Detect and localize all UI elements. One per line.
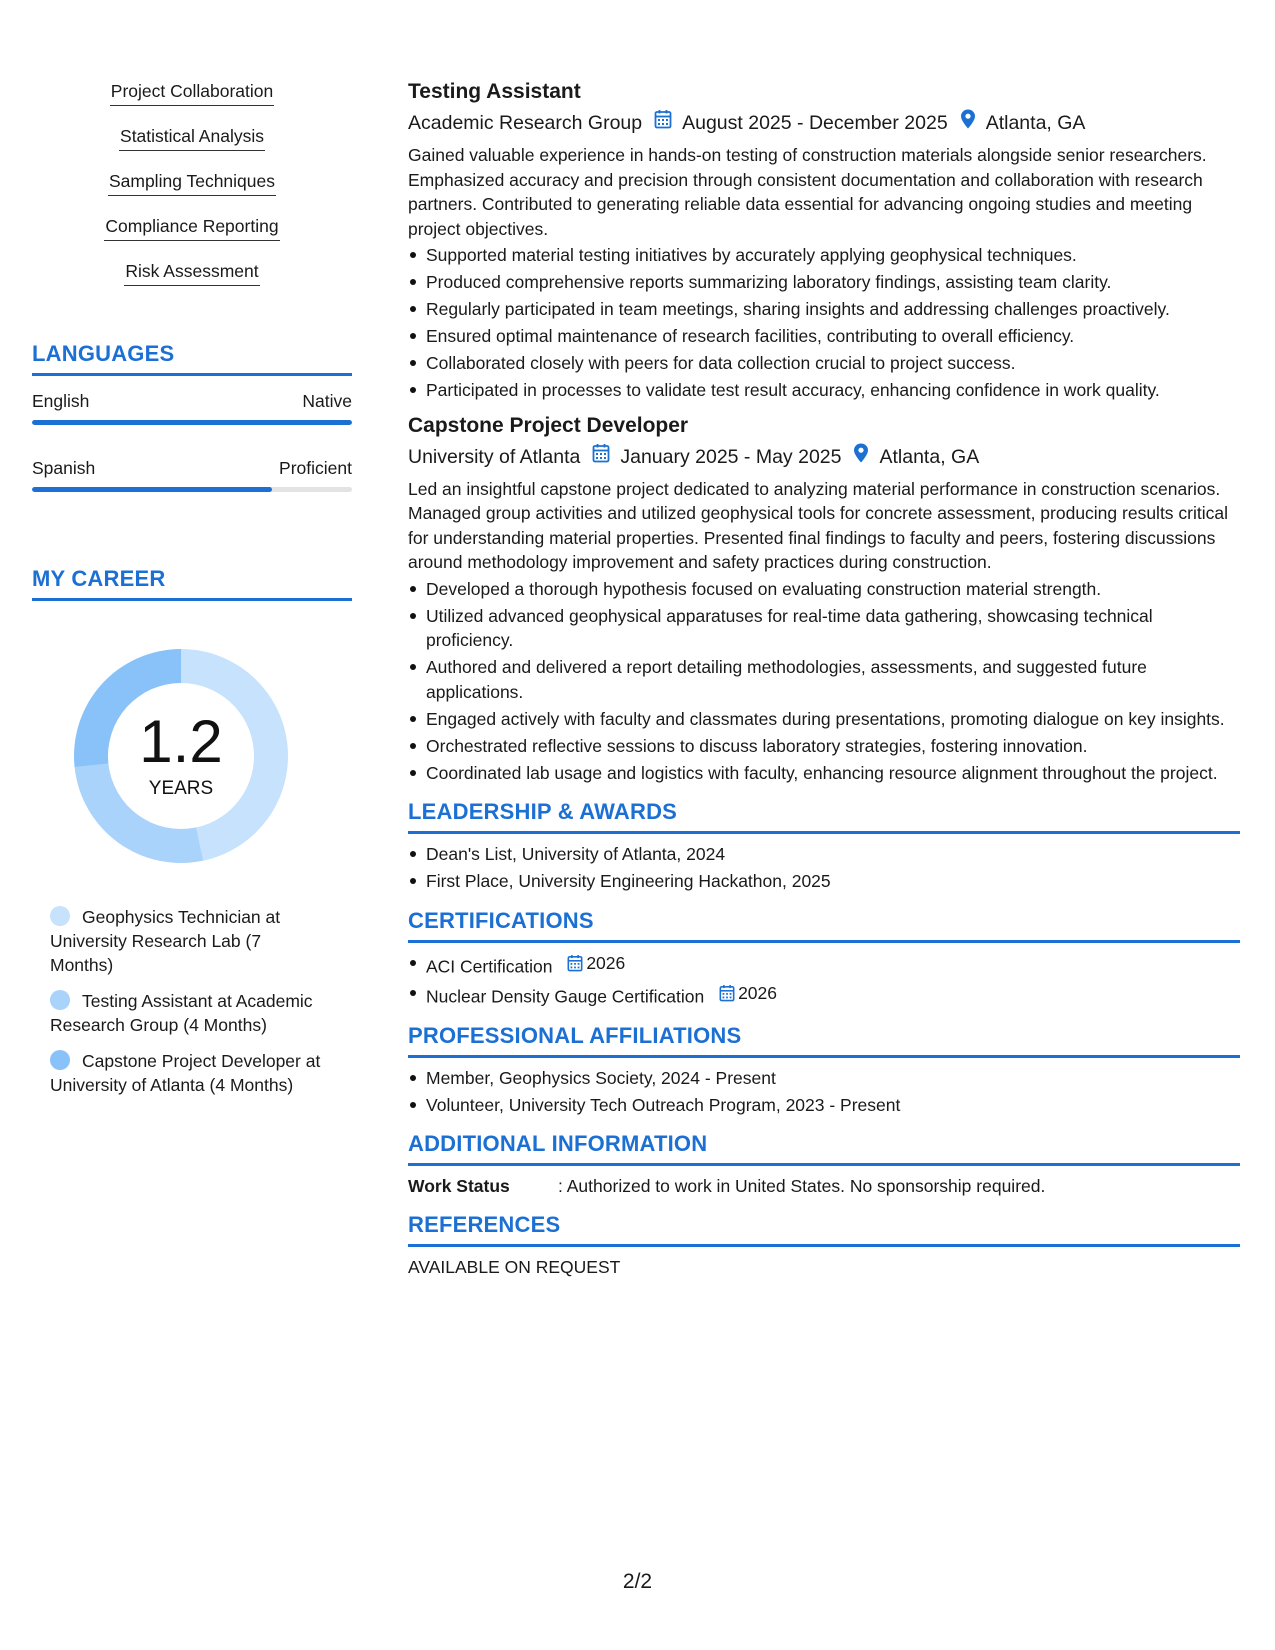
location-pin-icon [960, 109, 976, 137]
legend-dot [50, 906, 70, 926]
certifications-list [408, 951, 1240, 1009]
work-status-row [408, 1174, 1240, 1198]
list-item: Ensured optimal maintenance of research facilities, contributing to overall efficiency. [408, 324, 1240, 349]
calendar-icon [567, 954, 583, 972]
cert-name: Nuclear Density Gauge Certification [426, 986, 705, 1006]
skill-item: Risk Assessment [124, 260, 259, 286]
cert-year: 2026 [738, 982, 777, 1003]
legend-dot [50, 1050, 70, 1070]
references-text: AVAILABLE ON REQUEST [408, 1257, 621, 1277]
job-dates: January 2025 - May 2025 [620, 445, 842, 468]
career-section [32, 566, 352, 1097]
career-legend-item [50, 989, 322, 1037]
career-title: MY CAREER [32, 566, 352, 601]
cert-year: 2026 [586, 952, 626, 973]
job-entry [408, 78, 1240, 403]
languages-section [32, 341, 352, 492]
language-name: Spanish [32, 458, 96, 478]
job-description: Led an insightful capstone project dedicated to analyzing material performance in construction scenarios. Managed group activities and utilized geophysical tools for concrete assessment, producing results critical for understanding material properties. Presented final findings to faculty and peers, fostering discussions around methodology improvement and safety practices during construction. [408, 478, 1229, 572]
list-item: Produced comprehensive reports summarizing laboratory findings, assisting team clarity. [408, 270, 1240, 295]
job-bullets [408, 577, 1240, 786]
list-item: Participated in processes to validate test result accuracy, enhancing confidence in work quality. [408, 378, 1240, 403]
work-status-label: Work Status [408, 1176, 510, 1196]
language-item [32, 390, 352, 425]
career-legend-label: Geophysics Technician at University Research Lab (7 Months) [50, 907, 281, 975]
skill-item: Statistical Analysis [119, 125, 265, 151]
location-pin-icon [853, 443, 869, 471]
career-legend-label: Testing Assistant at Academic Research Group (4 Months) [50, 991, 313, 1035]
language-bar-fill [32, 420, 352, 425]
job-meta [408, 443, 1240, 471]
language-level: Native [302, 391, 352, 411]
calendar-icon [592, 443, 610, 471]
list-item: Utilized advanced geophysical apparatuses for real-time data gathering, showcasing technical proficiency. [408, 604, 1240, 653]
job-title: Capstone Project Developer [408, 413, 689, 437]
career-total-years: 1.2 [139, 708, 223, 775]
job-meta [408, 109, 1240, 137]
list-item: Coordinated lab usage and logistics with faculty, enhancing resource alignment throughout the project. [408, 761, 1240, 786]
list-item: Dean's List, University of Atlanta, 2024 [408, 842, 1240, 867]
job-org: University of Atlanta [408, 445, 581, 468]
list-item: Member, Geophysics Society, 2024 - Present [408, 1066, 1240, 1091]
list-item: First Place, University Engineering Hackathon, 2025 [408, 869, 1240, 894]
cert-name: ACI Certification [426, 955, 553, 976]
job-bullets [408, 243, 1240, 403]
certifications-title: CERTIFICATIONS [408, 908, 1240, 943]
language-item [32, 457, 352, 492]
affiliations-title: PROFESSIONAL AFFILIATIONS [408, 1023, 1240, 1058]
left-column [32, 80, 352, 1109]
language-bar [32, 420, 352, 425]
additional-info-title: ADDITIONAL INFORMATION [408, 1131, 1240, 1166]
language-level: Proficient [279, 458, 352, 478]
list-item: Developed a thorough hypothesis focused on evaluating construction material strength. [408, 577, 1240, 602]
list-item: Engaged actively with faculty and classmates during presentations, promoting dialogue on key insights. [408, 707, 1240, 732]
career-legend [32, 905, 322, 1097]
job-entry [408, 412, 1240, 786]
languages-title: LANGUAGES [32, 341, 352, 376]
skill-item: Compliance Reporting [104, 215, 279, 241]
job-location: Atlanta, GA [985, 112, 1086, 134]
skills-list [32, 80, 352, 305]
list-item: Collaborated closely with peers for data collection crucial to project success. [408, 351, 1240, 376]
career-donut-chart [66, 641, 296, 871]
list-item: Authored and delivered a report detailing methodologies, assessments, and suggested future applications. [408, 655, 1240, 704]
job-location: Atlanta, GA [879, 445, 980, 468]
career-legend-item [50, 905, 322, 977]
references-title: REFERENCES [408, 1212, 1240, 1247]
job-dates: August 2025 - December 2025 [682, 112, 948, 134]
list-item: Volunteer, University Tech Outreach Program, 2023 - Present [408, 1093, 1240, 1118]
affiliations-section [408, 1023, 1240, 1118]
legend-dot [50, 990, 70, 1010]
references-section [408, 1212, 1240, 1279]
skill-item: Sampling Techniques [108, 170, 276, 196]
job-description: Gained valuable experience in hands-on testing of construction materials alongside senior researchers. Emphasized accuracy and precision through consistent documentation and collaboration with research partners. Contributed to generating reliable data essential for advancing ongoing studies and meeting project objectives. [408, 145, 1207, 239]
leadership-title: LEADERSHIP & AWARDS [408, 799, 1240, 834]
list-item: Orchestrated reflective sessions to discuss laboratory strategies, fostering innovation. [408, 734, 1240, 759]
leadership-section [408, 799, 1240, 894]
job-org: Academic Research Group [408, 112, 643, 134]
certifications-section [408, 908, 1240, 1009]
skill-item: Project Collaboration [110, 80, 274, 106]
work-status-value: : Authorized to work in United States. No sponsorship required. [558, 1176, 1046, 1196]
career-unit: YEARS [148, 778, 214, 799]
calendar-icon [719, 984, 735, 1002]
career-legend-label: Capstone Project Developer at University of Atlanta (4 Months) [50, 1051, 321, 1095]
leadership-list [408, 842, 1240, 894]
list-item [408, 951, 1240, 979]
list-item: Regularly participated in team meetings, sharing insights and addressing challenges proactively. [408, 297, 1240, 322]
list-item [408, 981, 1240, 1009]
language-bar [32, 487, 352, 492]
job-title: Testing Assistant [408, 80, 581, 103]
affiliations-list [408, 1066, 1240, 1118]
page-number: 2/2 [622, 1570, 653, 1593]
career-legend-item [50, 1049, 322, 1097]
calendar-icon [654, 109, 672, 137]
additional-info-section [408, 1131, 1240, 1198]
list-item: Supported material testing initiatives by accurately applying geophysical techniques. [408, 243, 1240, 268]
right-column [408, 78, 1240, 1279]
language-name: English [32, 391, 90, 411]
language-bar-fill [32, 487, 272, 492]
